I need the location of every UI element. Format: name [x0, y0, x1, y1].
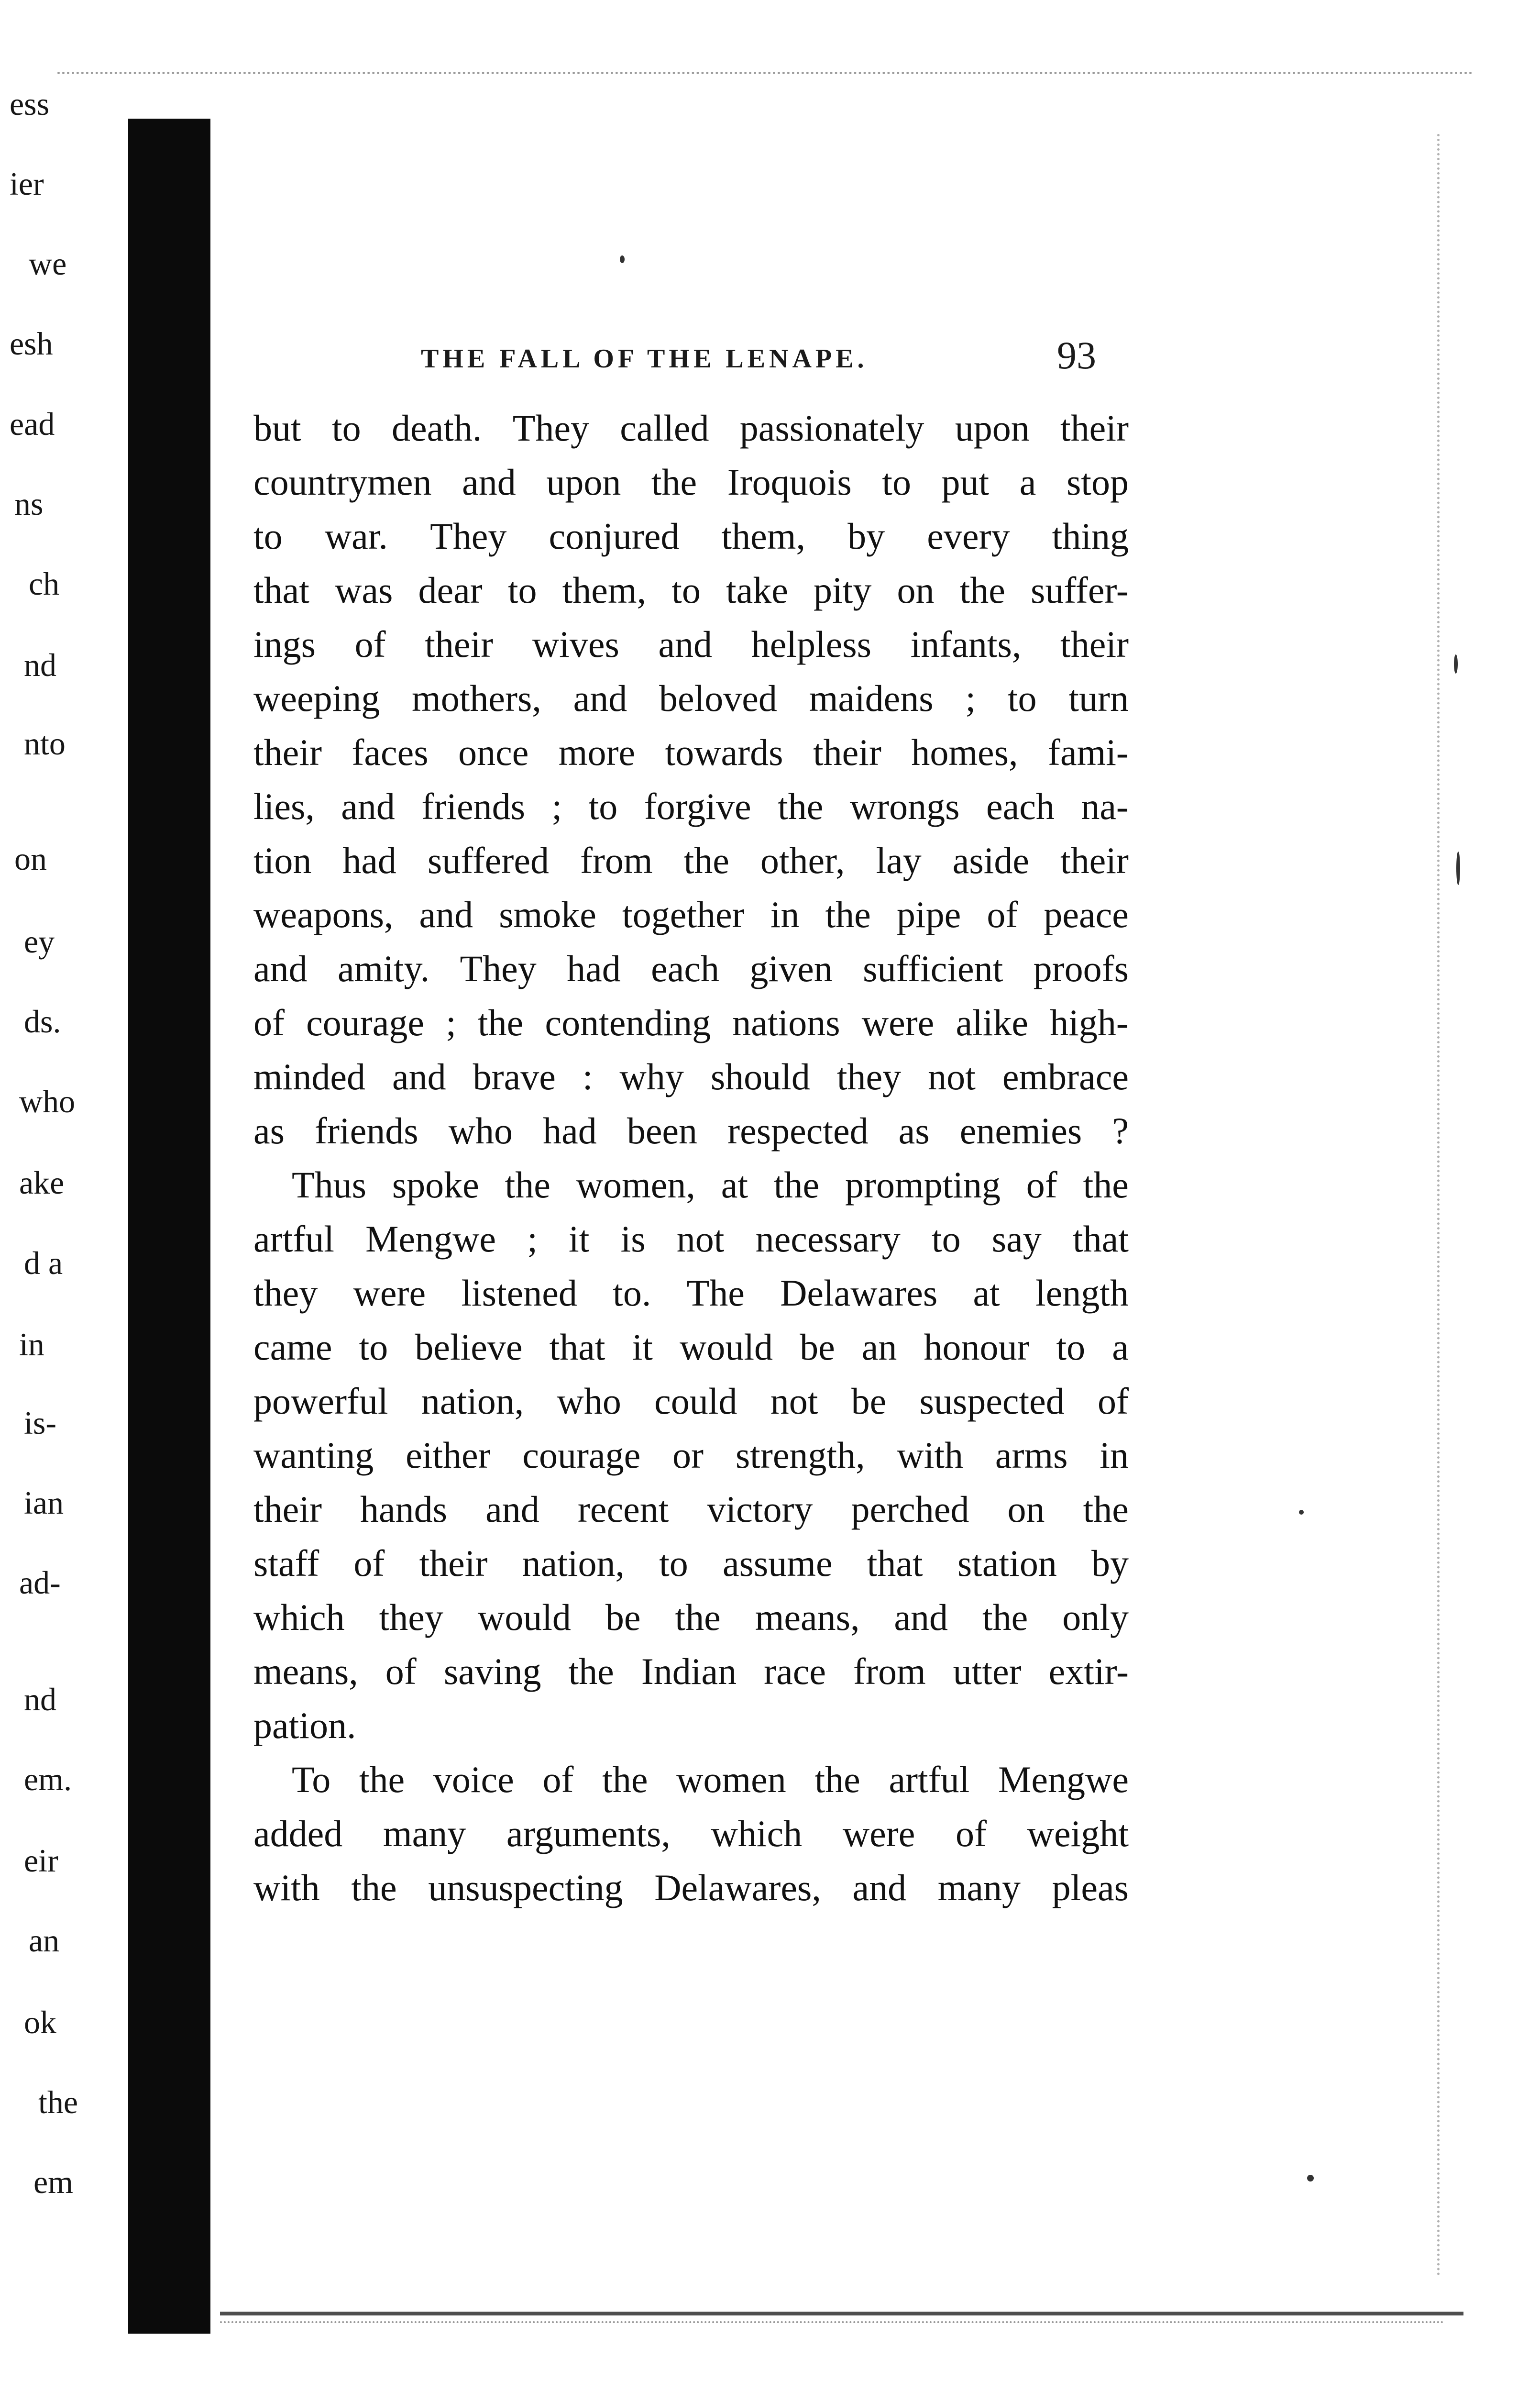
- facing-page-fragment: ds.: [24, 1003, 61, 1040]
- facing-page-fragment: on: [14, 840, 47, 877]
- page-edge-bottom-shadow: [220, 2321, 1444, 2326]
- page-number: 93: [1057, 333, 1096, 377]
- text-line: countrymen and upon the Iroquois to put a stop: [253, 461, 1129, 503]
- text-line: which they would be the means, and the only: [253, 1596, 1129, 1638]
- page-edge-right: [1437, 134, 1444, 2277]
- page-edge-bottom: [220, 2312, 1463, 2315]
- text-line: lies, and friends ; to forgive the wrongs each na-: [253, 786, 1129, 827]
- facing-page-fragment: we: [29, 245, 67, 282]
- facing-page-fragment: esh: [10, 325, 53, 362]
- text-line: their faces once more towards their homes, fami-: [253, 731, 1129, 773]
- facing-page-fragment: in: [19, 1326, 44, 1362]
- text-line: Thus spoke the women, at the prompting of the: [292, 1164, 1129, 1206]
- ink-speck: [1456, 852, 1460, 885]
- text-line: means, of saving the Indian race from utter extir-: [253, 1650, 1129, 1692]
- running-head: THE FALL OF THE LENAPE.: [421, 344, 868, 374]
- facing-page-margin: [0, 0, 117, 2200]
- facing-page-fragment: d a: [24, 1244, 63, 1281]
- facing-page-fragment: em: [33, 2163, 74, 2200]
- facing-page-fragment: ian: [24, 1484, 64, 1521]
- facing-page-fragment: ess: [10, 85, 50, 122]
- facing-page-fragment: ch: [29, 565, 60, 602]
- facing-page-fragment: ok: [24, 2004, 56, 2040]
- facing-page-fragment: is-: [24, 1405, 56, 1441]
- text-line: they were listened to. The Delawares at length: [253, 1272, 1129, 1314]
- text-line: but to death. They called passionately upon their: [253, 407, 1129, 449]
- text-line: as friends who had been respected as enemies ?: [253, 1110, 1129, 1152]
- facing-page-fragment: ake: [19, 1164, 65, 1201]
- facing-page-fragment: ier: [10, 166, 44, 202]
- text-line: to war. They conjured them, by every thing: [253, 515, 1129, 557]
- text-line: their hands and recent victory perched on the: [253, 1488, 1129, 1530]
- ink-speck: [620, 255, 625, 263]
- body-text: [253, 401, 1129, 1915]
- facing-page-fragment: ns: [14, 485, 44, 522]
- text-line: with the unsuspecting Delawares, and many pleas: [253, 1867, 1129, 1908]
- facing-page-fragment: the: [38, 2083, 78, 2120]
- text-line: ings of their wives and helpless infants, their: [253, 623, 1129, 665]
- facing-page-fragment: nd: [24, 1681, 56, 1717]
- paragraph: [253, 1752, 1129, 1915]
- text-line: weeping mothers, and beloved maidens ; to turn: [253, 677, 1129, 719]
- page-edge-top: [57, 72, 1473, 79]
- text-line: of courage ; the contending nations were alike high-: [253, 1002, 1129, 1043]
- facing-page-fragment: em.: [24, 1761, 72, 1797]
- text-line: tion had suffered from the other, lay aside their: [253, 840, 1129, 881]
- facing-page-fragment: nd: [24, 647, 56, 684]
- text-line: staff of their nation, to assume that station by: [253, 1542, 1129, 1584]
- text-line: that was dear to them, to take pity on the suffer-: [253, 569, 1129, 611]
- text-line: minded and brave : why should they not embrace: [253, 1056, 1129, 1097]
- text-line: powerful nation, who could not be suspected of: [253, 1380, 1129, 1422]
- text-line: To the voice of the women the artful Mengwe: [292, 1759, 1129, 1800]
- text-line: and amity. They had each given sufficient proofs: [253, 948, 1129, 989]
- paragraph: [253, 401, 1129, 1158]
- facing-page-fragment: who: [19, 1083, 76, 1120]
- facing-page-fragment: ey: [24, 923, 55, 960]
- ink-speck: [1299, 1510, 1304, 1515]
- binding-gutter: [128, 119, 210, 2334]
- text-line: artful Mengwe ; it is not necessary to say that: [253, 1218, 1129, 1260]
- facing-page-fragment: ead: [10, 405, 55, 442]
- facing-page-fragment: ad-: [19, 1564, 61, 1601]
- text-line: added many arguments, which were of weight: [253, 1813, 1129, 1854]
- paragraph: [253, 1158, 1129, 1752]
- text-line: wanting either courage or strength, with arms in: [253, 1434, 1129, 1476]
- text-line: came to believe that it would be an honour to a: [253, 1326, 1129, 1368]
- facing-page-fragment: an: [29, 1922, 60, 1959]
- text-line: weapons, and smoke together in the pipe of peace: [253, 894, 1129, 935]
- facing-page-fragment: eir: [24, 1842, 58, 1879]
- text-line: pation.: [253, 1705, 356, 1746]
- ink-speck: [1454, 654, 1458, 674]
- facing-page-fragment: nto: [24, 725, 66, 762]
- ink-speck: [1307, 2175, 1314, 2182]
